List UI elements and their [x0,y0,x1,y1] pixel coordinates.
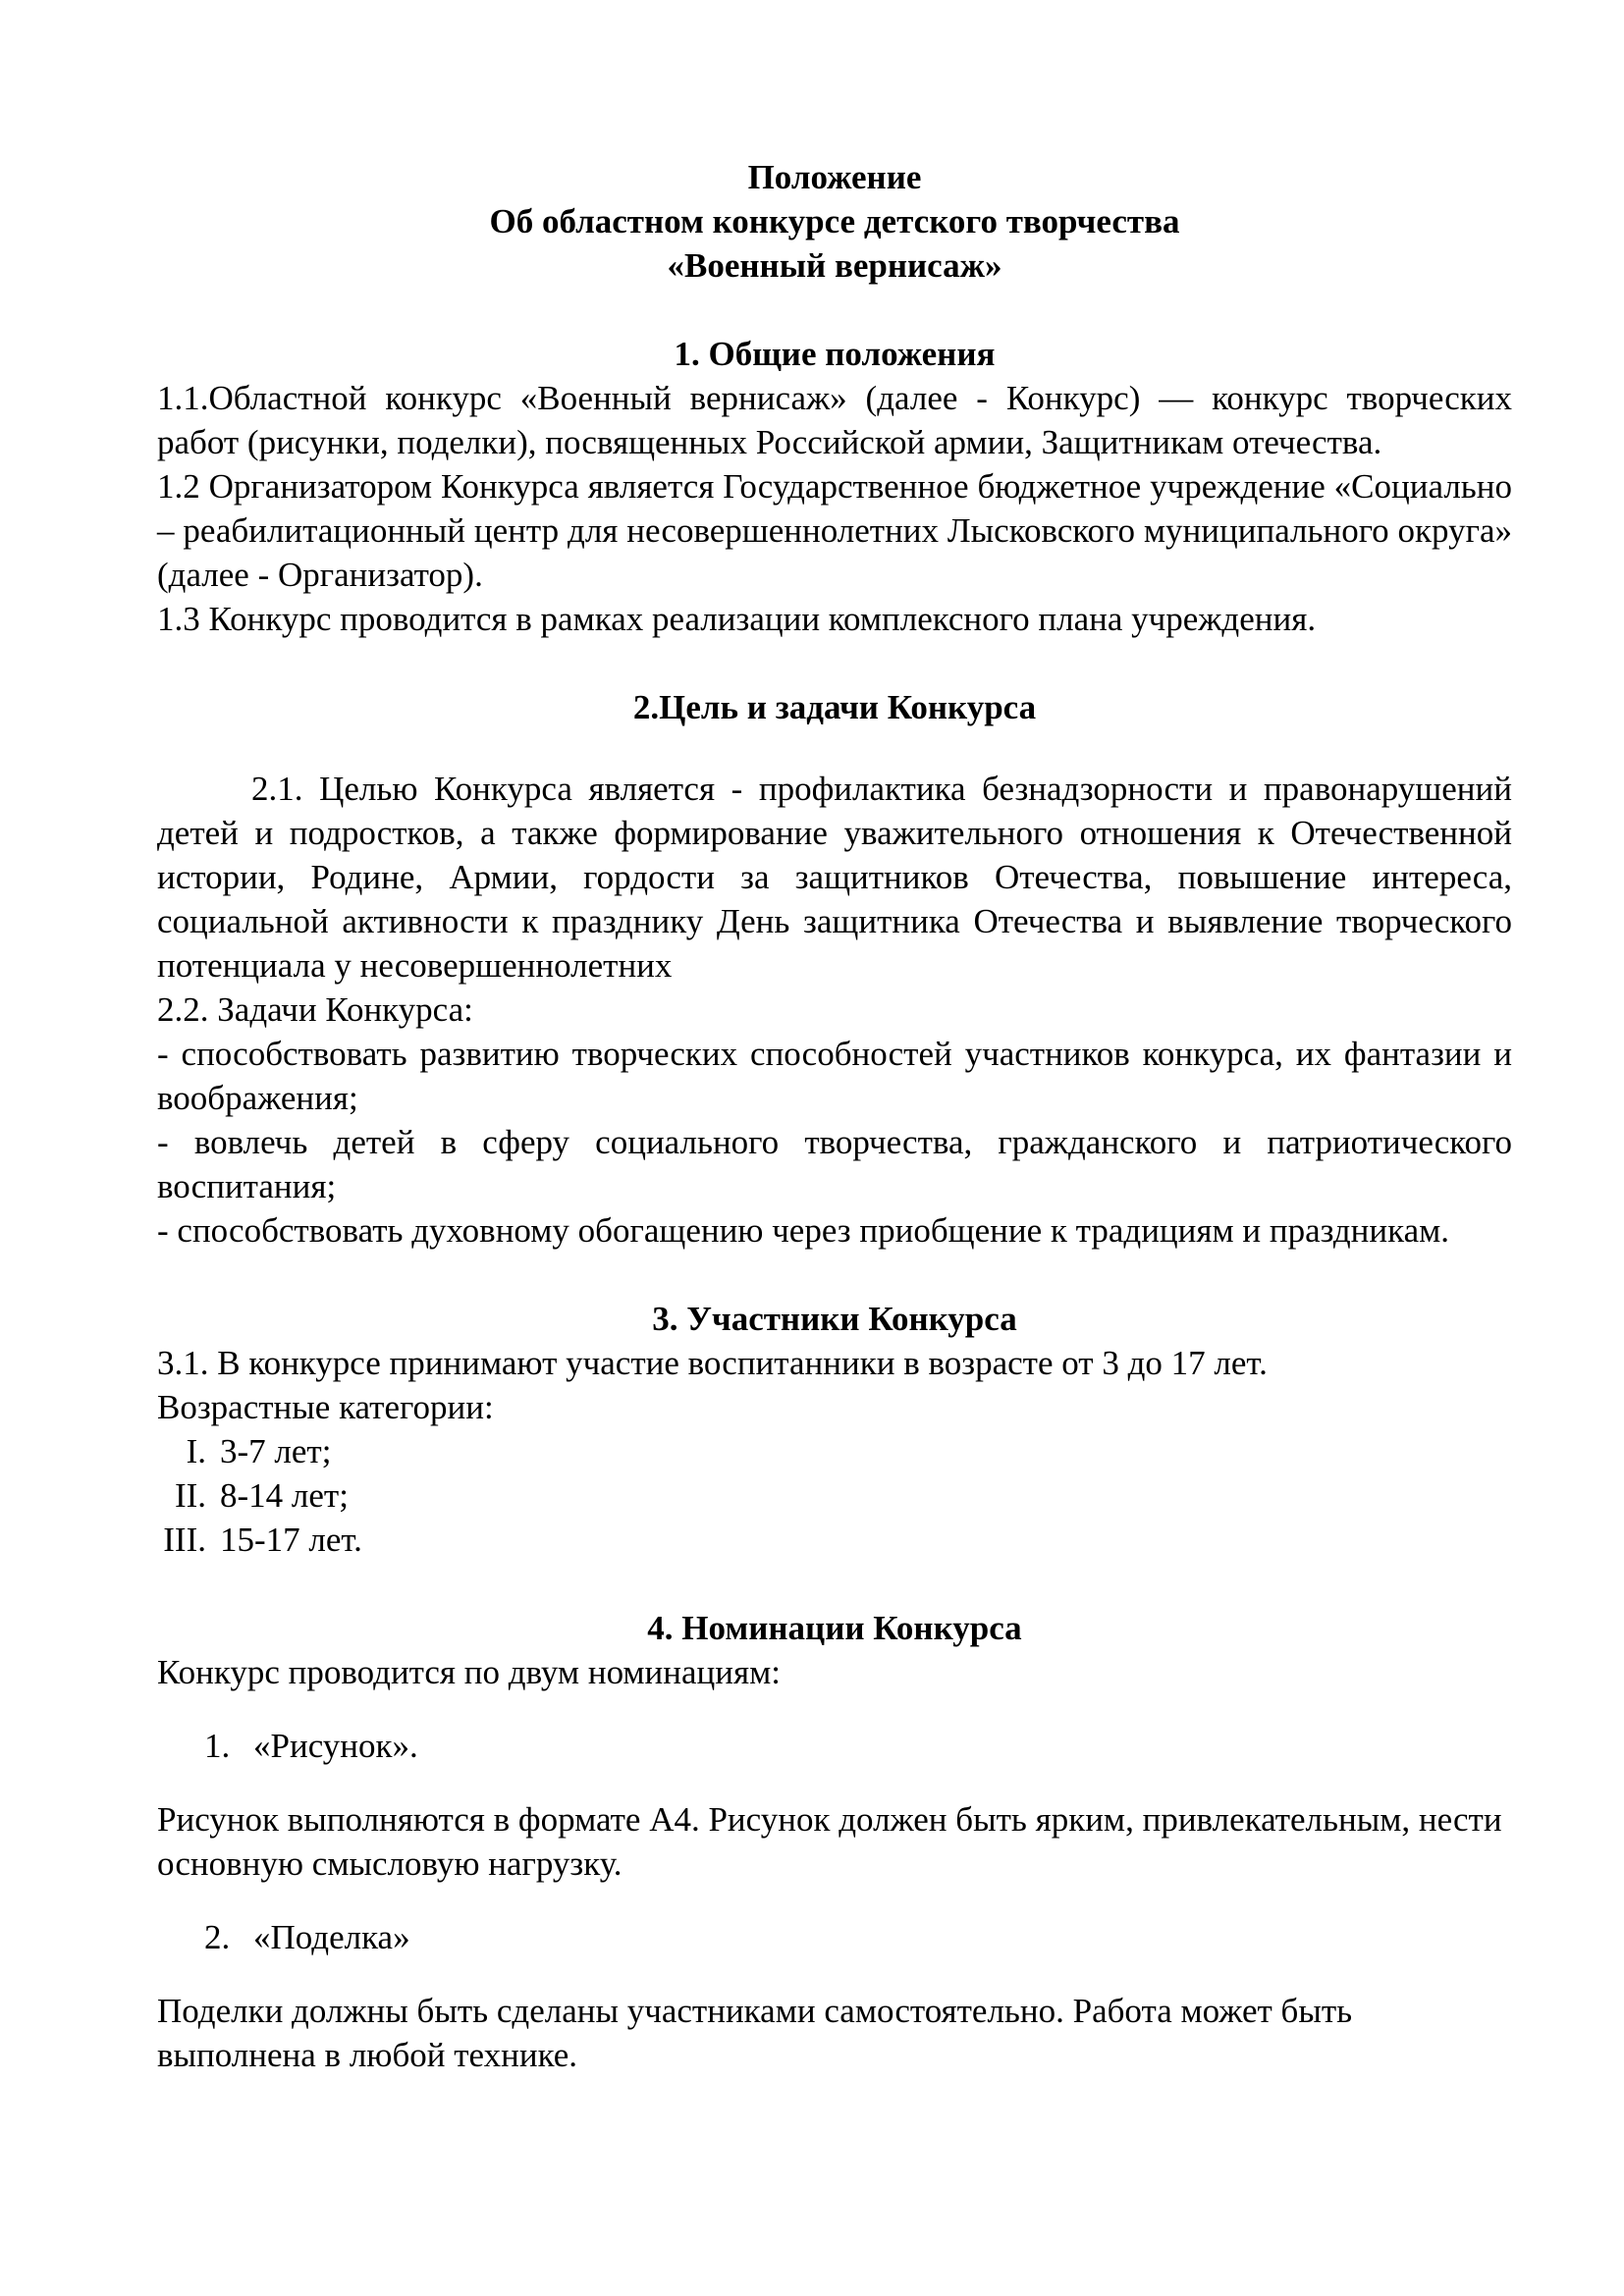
section-3-title: 3. Участники Конкурса [652,1300,1017,1338]
section-4-intro: Конкурс проводится по двум номинациям: [157,1653,781,1691]
section-2-title: 2.Цель и задачи Конкурса [632,688,1037,726]
section-2-paragraph-4: - вовлечь детей в сферу социального творчества, гражданского и патриотического воспитания; [157,1123,1512,1205]
nomination-number: 2. [204,1918,231,1956]
nomination-1-description: Рисунок выполняются в формате А4. Рисунок должен быть ярким, привлекательным, нести основную смысловую нагрузку. [157,1800,1502,1883]
age-category-text: 8-14 лет; [220,1476,349,1515]
nomination-title: «Рисунок». [253,1727,418,1765]
age-category-item [157,1429,1512,1473]
doc-title-line-3: «Военный вернисаж» [667,246,1002,285]
section-2-paragraph-2: 2.2. Задачи Конкурса: [157,990,473,1029]
section-1-paragraph-2: 1.2 Организатором Конкурса является Государственное бюджетное учреждение «Социально – реабилитационный центр для несовершеннолетних Лысковского муниципального округа» (далее - Организатор). [157,467,1512,594]
age-category-text: 3-7 лет; [220,1432,332,1470]
nomination-item [204,1915,1512,1959]
section-2-paragraph-5: - способствовать духовному обогащению через приобщение к традициям и праздникам. [157,1211,1450,1250]
nomination-2-description: Поделки должны быть сделаны участниками самостоятельно. Работа может быть выполнена в любой технике. [157,1992,1353,2074]
section-3-paragraph-1: 3.1. В конкурсе принимают участие воспитанники в возрасте от 3 до 17 лет. [157,1344,1268,1382]
nomination-number: 1. [204,1727,231,1765]
age-category-item [157,1473,1512,1518]
nomination-title: «Поделка» [253,1918,410,1956]
section-1-paragraph-1: 1.1.Областной конкурс «Военный вернисаж» (далее - Конкурс) — конкурс творческих работ (рисунки, поделки), посвященных Российской армии, Защитникам отечества. [157,379,1512,461]
age-category-number: III. [163,1521,206,1559]
age-category-text: 15-17 лет. [220,1521,362,1559]
section-3-paragraph-2: Возрастные категории: [157,1388,494,1426]
doc-title-line-1: Положение [747,158,922,196]
section-2-paragraph-1: 2.1. Целью Конкурса является - профилактика безнадзорности и правонарушений детей и подростков, а также формирование уважительного отношения к Отечественной истории, Родине, Армии, гордости за защитников Отечества, повышение интереса, социальной активности к празднику День защитника Отечества и выявление творческого потенциала у несовершеннолетних [157,770,1512,985]
nomination-item [204,1724,1512,1768]
section-2-paragraph-3: - способствовать развитию творческих способностей участников конкурса, их фантазии и воображения; [157,1035,1512,1117]
doc-title-line-2: Об областном конкурсе детского творчества [489,202,1180,240]
age-category-item [157,1518,1512,1562]
age-category-number: I. [186,1432,206,1470]
section-1-paragraph-3: 1.3 Конкурс проводится в рамках реализации комплексного плана учреждения. [157,600,1317,638]
age-category-number: II. [174,1476,206,1515]
section-4-title: 4. Номинации Конкурса [647,1609,1022,1647]
section-1-title: 1. Общие положения [674,335,996,373]
document-body [157,155,1512,2077]
